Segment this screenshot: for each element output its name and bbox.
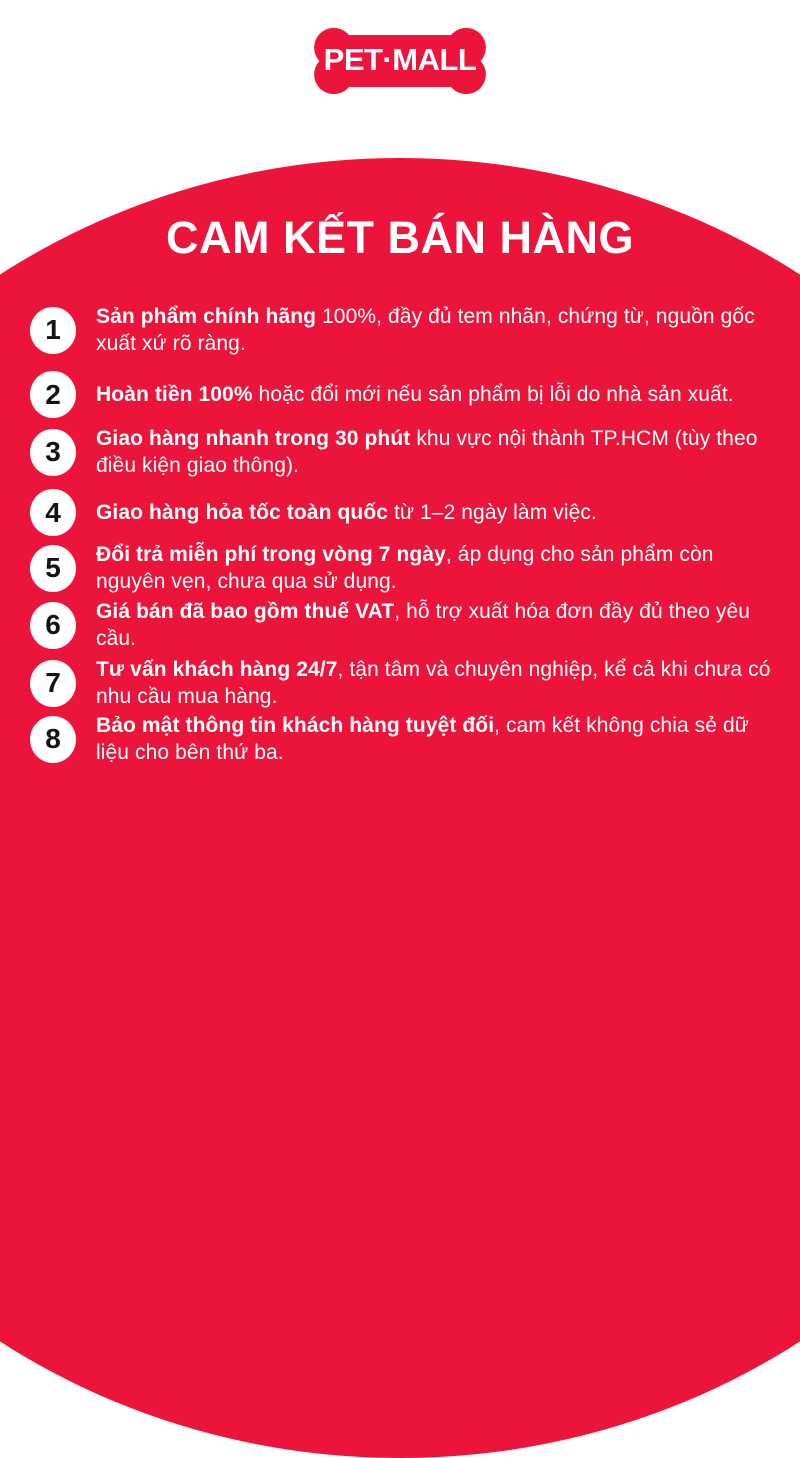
- commitment-bold: Đổi trả miễn phí trong vòng 7 ngày: [96, 543, 446, 566]
- commitment-item-8: [30, 712, 774, 766]
- commitment-item-1: [30, 303, 774, 357]
- commitment-rest: từ 1–2 ngày làm việc.: [388, 501, 597, 524]
- badge-number: 2: [45, 378, 61, 410]
- number-badge-7: [30, 660, 76, 707]
- commitment-bold: Hoàn tiền 100%: [96, 383, 253, 406]
- badge-number: 1: [45, 314, 61, 345]
- number-badge-6: [30, 602, 76, 649]
- commitment-bold: Giao hàng hỏa tốc toàn quốc: [96, 501, 389, 524]
- petmall-logo: [307, 27, 493, 95]
- commitment-bold: Sản phẩm chính hãng: [96, 305, 317, 328]
- commitment-bold: Giao hàng nhanh trong 30 phút: [96, 427, 411, 450]
- commitment-text-6: [96, 598, 774, 652]
- number-badge-3: [30, 429, 76, 476]
- commitment-item-3: [30, 425, 774, 479]
- commitment-rest: , tận tâm và chuyên nghiệp, kể cả khi chưa có nhu cầu mua hàng.: [96, 658, 771, 708]
- commitment-text-8: [96, 712, 774, 766]
- commitment-rest: hoặc đổi mới nếu sản phẩm bị lỗi do nhà sản xuất.: [252, 383, 734, 406]
- commitment-text-2: [96, 381, 734, 408]
- number-badge-4: [30, 489, 76, 536]
- commitment-rest: khu vực nội thành TP.HCM (tùy theo điều kiện giao thông).: [96, 427, 758, 477]
- commitment-text-7: [96, 656, 774, 710]
- commitment-item-5: [30, 541, 774, 595]
- badge-number: 3: [45, 436, 61, 467]
- number-badge-1: [30, 307, 76, 354]
- commitment-text-5: [96, 541, 774, 595]
- commitment-item-6: [30, 598, 774, 652]
- commitment-item-7: [30, 656, 774, 710]
- number-badge-2: [30, 371, 76, 418]
- badge-number: 5: [45, 552, 61, 583]
- commitment-rest: , hỗ trợ xuất hóa đơn đầy đủ theo yêu cầu.: [96, 600, 751, 650]
- commitment-rest: 100%, đầy đủ tem nhãn, chứng từ, nguồn gốc xuất xứ rõ ràng.: [96, 305, 755, 355]
- commitment-text-1: [96, 303, 774, 357]
- logo-text: PET·MALL: [323, 42, 477, 77]
- commitment-rest: , cam kết không chia sẻ dữ liệu cho bên thứ ba.: [96, 714, 749, 764]
- commitment-item-2: [30, 371, 774, 418]
- commitment-text-3: [96, 425, 774, 479]
- commitment-bold: Giá bán đã bao gồm thuế VAT: [96, 600, 395, 623]
- commitment-bold: Tư vấn khách hàng 24/7: [96, 658, 338, 681]
- badge-number: 8: [45, 723, 61, 754]
- number-badge-8: [30, 716, 76, 763]
- number-badge-5: [30, 545, 76, 592]
- commitment-rest: , áp dụng cho sản phẩm còn nguyên vẹn, chưa qua sử dụng.: [96, 543, 714, 593]
- commitment-item-4: [30, 489, 774, 536]
- badge-number: 6: [45, 609, 61, 640]
- badge-number: 4: [45, 496, 61, 528]
- page-title: CAM KẾT BÁN HÀNG: [166, 212, 634, 263]
- commitment-text-4: [96, 499, 597, 526]
- badge-number: 7: [45, 667, 61, 698]
- commitment-bold: Bảo mật thông tin khách hàng tuyệt đối: [96, 714, 495, 737]
